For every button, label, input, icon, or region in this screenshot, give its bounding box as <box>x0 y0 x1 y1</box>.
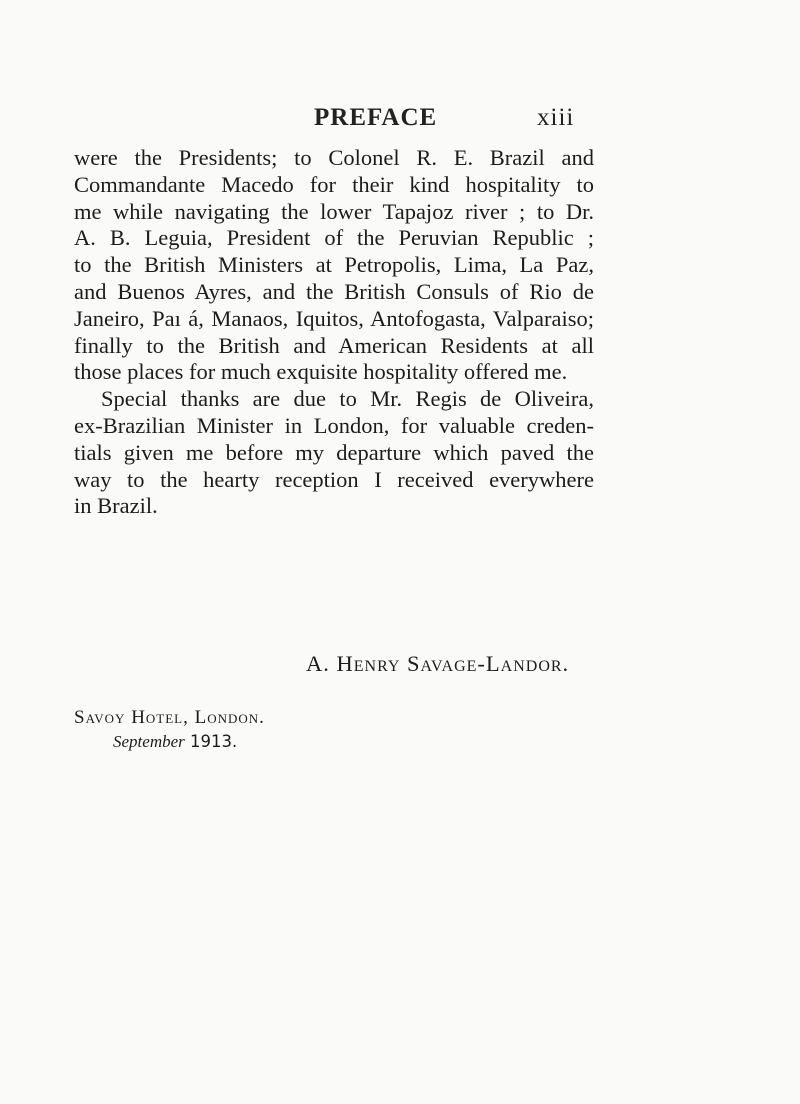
running-title: PREFACE <box>314 104 438 131</box>
text-line: way to the hearty reception I received everywhere <box>74 466 594 492</box>
text-line: and Buenos Ayres, and the British Consuls of Rio de <box>74 278 594 304</box>
text-line: Special thanks are due to Mr. Regis de Oliveira, <box>101 386 594 412</box>
text-line: tials given me before my departure which paved the <box>74 439 594 465</box>
text-line: A. B. Leguia, President of the Peruvian Republic ; <box>74 225 594 251</box>
closing-year: 1913. <box>190 732 238 751</box>
closing-address: Savoy Hotel, London. <box>74 707 265 728</box>
text-line: in Brazil. <box>74 493 158 519</box>
text-line: me while navigating the lower Tapajoz river ; to Dr. <box>74 198 594 224</box>
running-head <box>0 104 800 144</box>
text-line: finally to the British and American Residents at all <box>74 332 594 358</box>
closing-month: September <box>113 732 185 751</box>
preface-body <box>74 145 594 520</box>
closing-date <box>113 732 237 752</box>
text-line: Janeiro, Paı á, Manaos, Iquitos, Antofogasta, Valparaiso; <box>74 305 594 331</box>
text-line: ex-Brazilian Minister in London, for valuable creden- <box>74 412 594 438</box>
text-line: those places for much exquisite hospitality offered me. <box>74 359 568 385</box>
page-number: xiii <box>537 104 575 131</box>
author-signature: A. Henry Savage-Landor. <box>306 651 570 676</box>
text-line: Commandante Macedo for their kind hospitality to <box>74 171 594 197</box>
text-line: to the British Ministers at Petropolis, Lima, La Paz, <box>74 252 594 278</box>
text-line: were the Presidents; to Colonel R. E. Brazil and <box>74 145 594 170</box>
